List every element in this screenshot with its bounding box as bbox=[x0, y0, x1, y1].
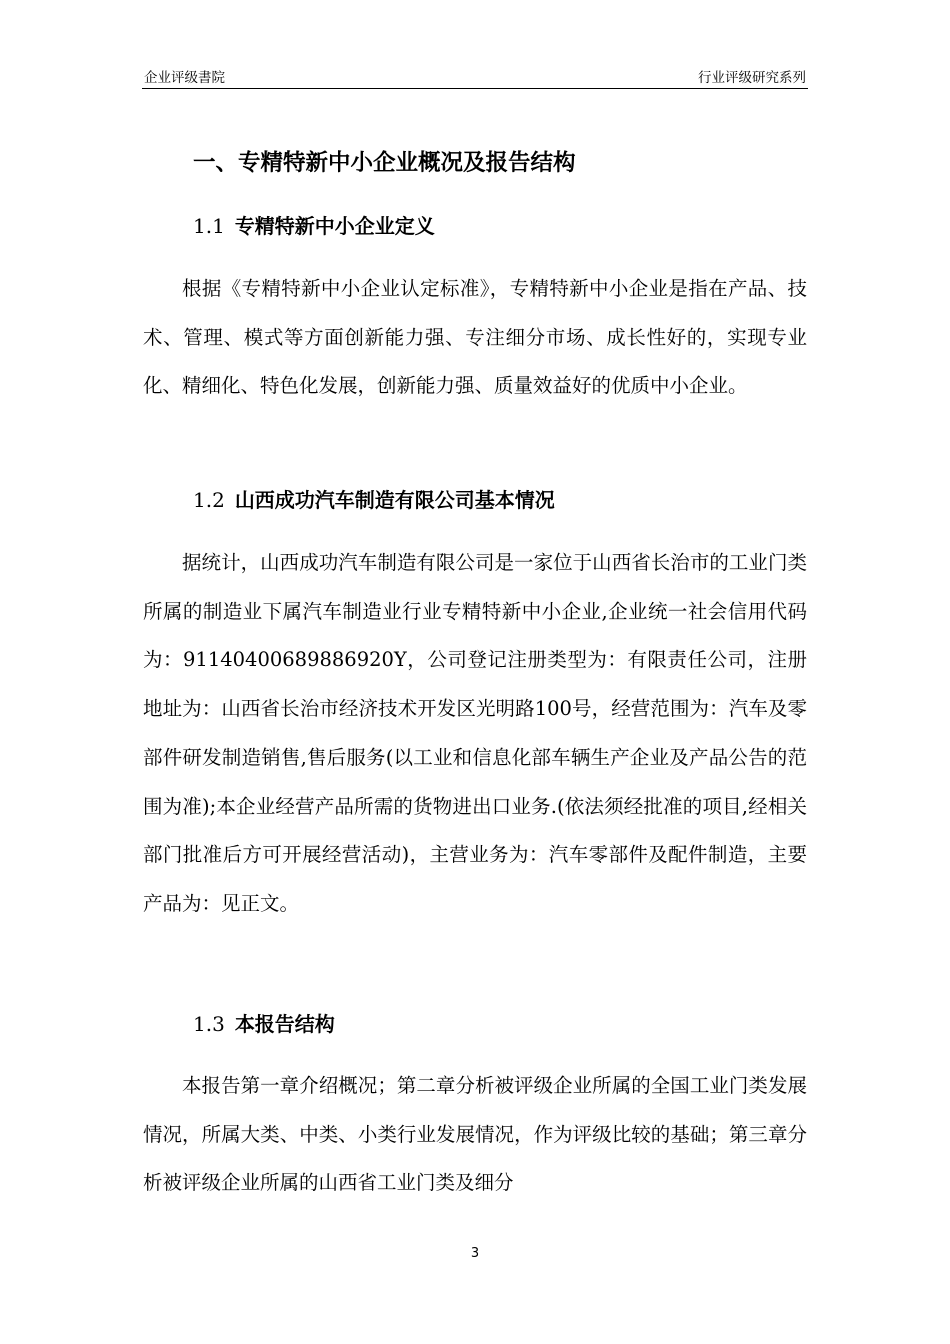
section-heading-1-1 bbox=[193, 211, 435, 241]
section-title: 山西成功汽车制造有限公司基本情况 bbox=[234, 488, 555, 512]
section-title: 本报告结构 bbox=[234, 1012, 335, 1036]
section-body-1-1: 根据《专精特新中小企业认定标准》，专精特新中小企业是指在产品、技术、管理、模式等方面创新能力强、专注细分市场、成长性好的，实现专业化、精细化、特色化发展，创新能力强、质量效益好的优质中小企业。 bbox=[143, 277, 807, 398]
section-heading-1-2 bbox=[193, 485, 555, 515]
header-left-text: 企业评级書院 bbox=[144, 70, 225, 86]
section-number: 1.1 bbox=[193, 214, 225, 238]
chapter-title: 一、专精特新中小企业概况及报告结构 bbox=[193, 150, 576, 176]
section-body-1-3: 本报告第一章介绍概况；第二章分析被评级企业所属的全国工业门类发展情况，所属大类、中类、小类行业发展情况，作为评级比较的基础；第三章分析被评级企业所属的山西省工业门类及细分 bbox=[143, 1074, 807, 1195]
section-title: 专精特新中小企业定义 bbox=[234, 214, 435, 238]
page-number: 3 bbox=[470, 1246, 480, 1261]
section-number: 1.3 bbox=[193, 1012, 225, 1036]
header-right-text: 行业评级研究系列 bbox=[698, 70, 806, 86]
section-heading-1-3 bbox=[193, 1009, 335, 1039]
section-body-1-2: 据统计，山西成功汽车制造有限公司是一家位于山西省长治市的工业门类所属的制造业下属汽车制造业行业专精特新中小企业,企业统一社会信用代码为：91140400689886920Y，公司登记注册类型为：有限责任公司，注册地址为：山西省长治市经济技术开发区光明路100号，经营范围为：汽车及零部件研发制造销售,售后服务(以工业和信息化部车辆生产企业及产品公告的范围为准);本企业经营产品所需的货物进出口业务.(依法须经批准的项目,经相关部门批准后方可开展经营活动)，主营业务为：汽车零部件及配件制造，主要产品为：见正文。 bbox=[143, 551, 807, 915]
section-number: 1.2 bbox=[193, 488, 225, 512]
header-rule bbox=[142, 88, 808, 89]
